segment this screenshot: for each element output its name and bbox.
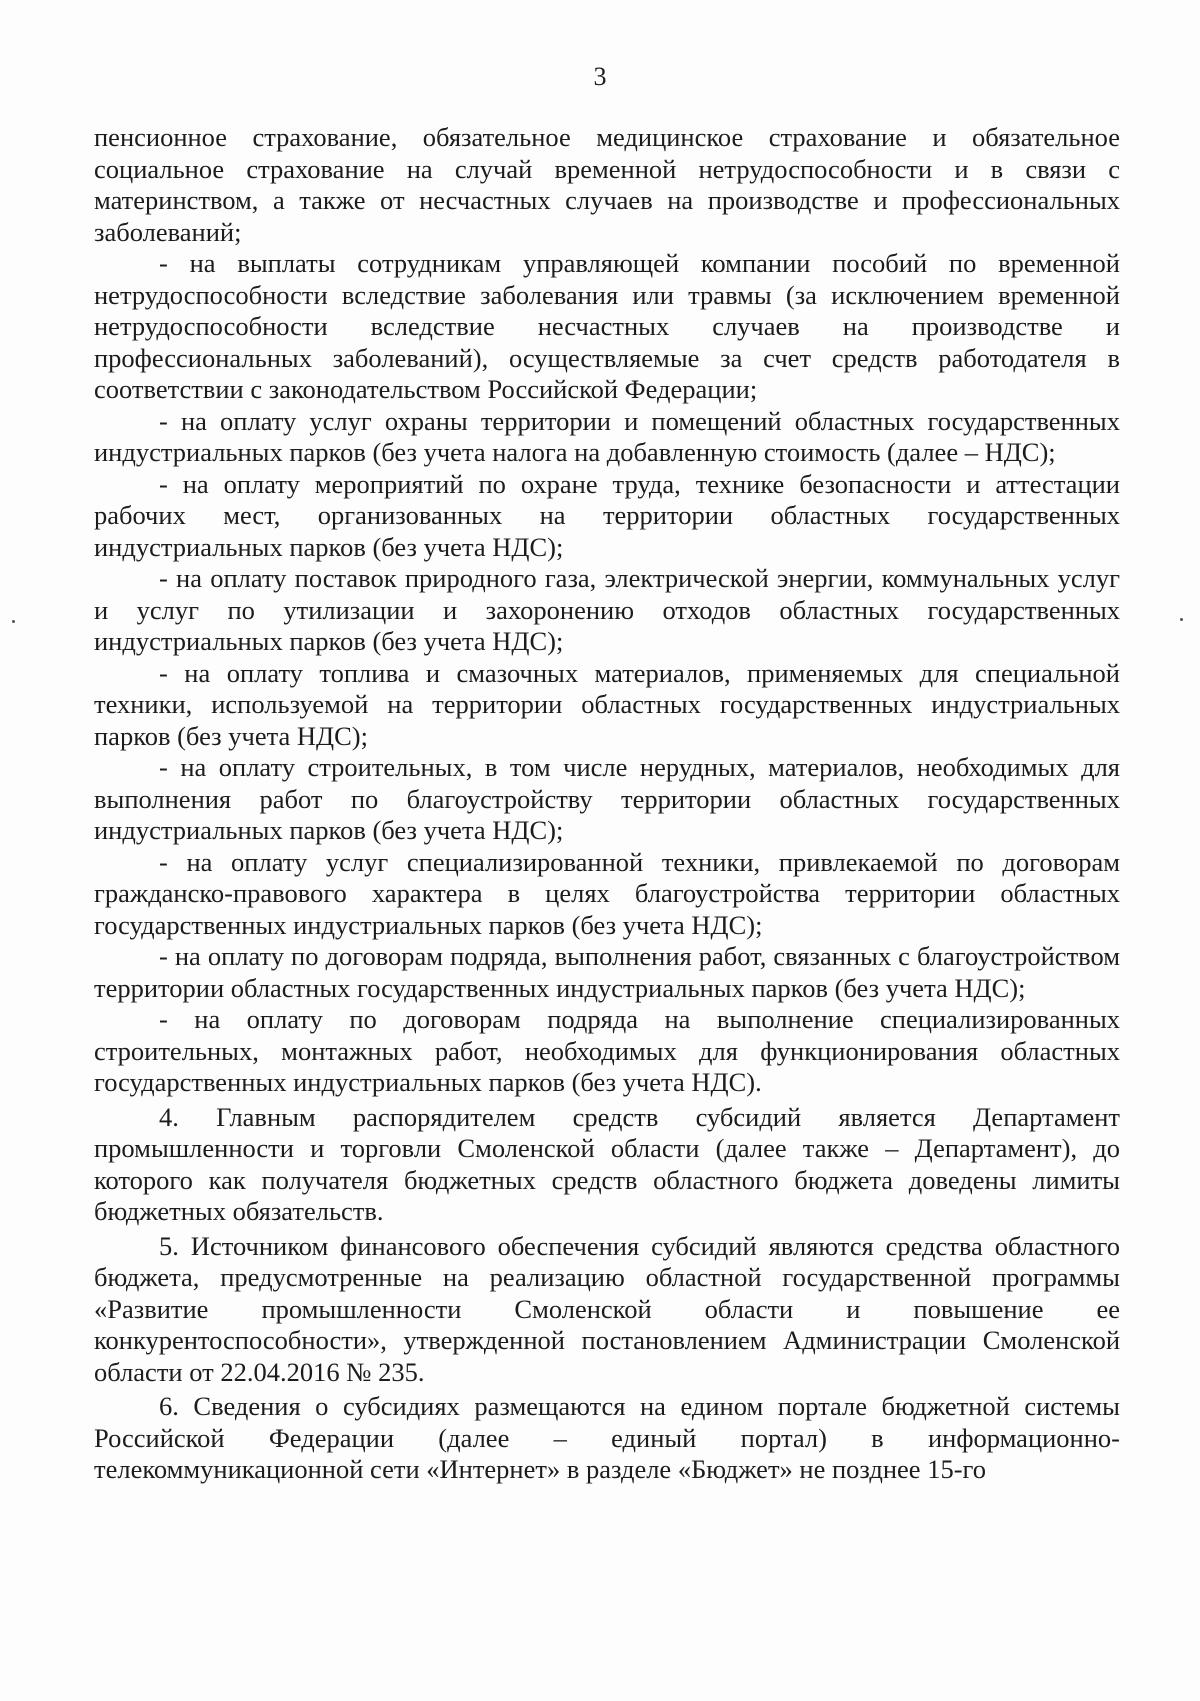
list-item-labor-safety: - на оплату мероприятий по охране труда, технике безопасности и аттестации рабочих мест, организованных на территории областных государственных индустриальных парков (без учета НДС); bbox=[94, 468, 1120, 562]
clause-5-funding-source: 5. Источником финансового обеспечения субсидий являются средства областного бюджета, предусмотренные на реализацию областной государственной программы «Развитие промышленности Смоленской области и повышение ее конкурентоспособности», утвержденной постановлением Администрации Смоленской области от 22.04.2016 № 235. bbox=[94, 1230, 1120, 1387]
list-item-fuel-lubricants: - на оплату топлива и смазочных материалов, применяемых для специальной техники, используемой на территории областных государственных индустриальных парков (без учета НДС); bbox=[94, 657, 1120, 751]
clause-6-subsidy-information: 6. Сведения о субсидиях размещаются на едином портале бюджетной системы Российской Федерации (далее – единый портал) в информационно-телекоммуникационной сети «Интернет» в разделе «Бюджет» не позднее 15-го bbox=[94, 1391, 1120, 1484]
list-item-sick-leave-payments: - на выплаты сотрудникам управляющей компании пособий по временной нетрудоспособности вследствие заболевания или травмы (за исключением временной нетрудоспособности вследствие несчастных случаев на производстве и профессиональных заболеваний), осуществляемые за счет средств работодателя в соответствии с законодательством Российской Федерации; bbox=[94, 248, 1120, 404]
scan-speck-right bbox=[1180, 618, 1183, 621]
scan-speck-left bbox=[12, 620, 15, 623]
list-item-landscaping-contracts: - на оплату по договорам подряда, выполнения работ, связанных с благоустройством территории областных государственных индустриальных парков (без учета НДС); bbox=[94, 941, 1120, 1003]
page-number: 3 bbox=[593, 62, 607, 91]
list-item-utilities: - на оплату поставок природного газа, электрической энергии, коммунальных услуг и услуг по утилизации и захоронению отходов областных государственных индустриальных парков (без учета НДС); bbox=[94, 563, 1120, 656]
list-item-security-services: - на оплату услуг охраны территории и помещений областных государственных индустриальных парков (без учета налога на добавленную стоимость (далее – НДС); bbox=[94, 405, 1120, 467]
clause-4-main-administrator: 4. Главным распорядителем средств субсидий является Департамент промышленности и торговли Смоленской области (далее также – Департамент), до которого как получателя бюджетных средств областного бюджета доведены лимиты бюджетных обязательств. bbox=[94, 1101, 1120, 1226]
document-body bbox=[94, 122, 1120, 1486]
list-item-special-machinery: - на оплату услуг специализированной техники, привлекаемой по договорам гражданско-правового характера в целях благоустройства территории областных государственных индустриальных парков (без учета НДС); bbox=[94, 846, 1120, 940]
list-item-construction-contracts: - на оплату по договорам подряда на выполнение специализированных строительных, монтажных работ, необходимых для функционирования областных государственных индустриальных парков (без учета НДС). bbox=[94, 1004, 1120, 1097]
list-item-building-materials: - на оплату строительных, в том числе нерудных, материалов, необходимых для выполнения работ по благоустройству территории областных государственных индустриальных парков (без учета НДС); bbox=[94, 752, 1120, 845]
paragraph-insurance-continuation: пенсионное страхование, обязательное медицинское страхование и обязательное социальное страхование на случай временной нетрудоспособности и в связи с материнством, а также от несчастных случаев на производстве и профессиональных заболеваний; bbox=[94, 122, 1120, 247]
